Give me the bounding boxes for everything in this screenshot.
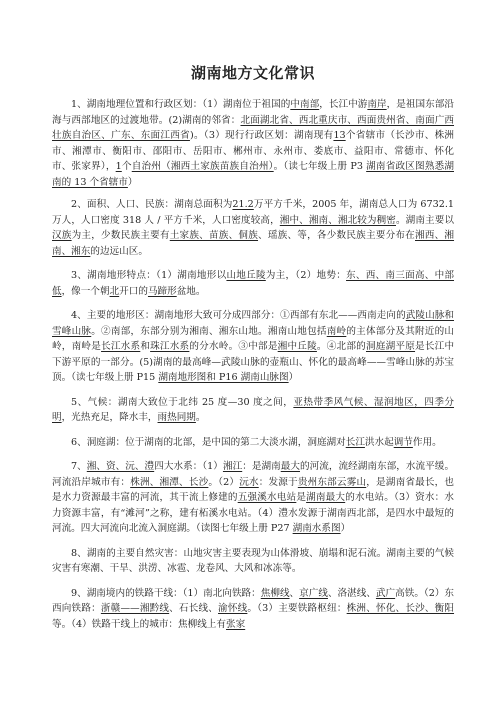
text-run: 的分水岭。③中部是 (189, 341, 278, 352)
underlined-term: 渝怀线 (218, 603, 248, 614)
underlined-term: 浙赣——湘黔线 (100, 603, 170, 614)
paragraph-8 (52, 546, 454, 577)
text-run: 7、 (71, 461, 87, 472)
paragraph-5 (52, 395, 454, 426)
text-run: 和 (140, 341, 151, 352)
text-run: 的主体部分及其附近的山岭，南岭是 (52, 325, 455, 352)
underlined-term: 珠江水系 (150, 341, 190, 352)
text-run: 、瑶族、等，各少数民族主要分布在 (258, 230, 415, 241)
text-run: 万平方千米，2005 年，湖南总人口为 6732.1 万人，人口密度 318 人 / 平方千米，人口密度较高， (52, 199, 454, 226)
underlined-term: 株洲、湘潭、长沙 (130, 476, 209, 488)
text-run: 洪水起 (364, 436, 394, 448)
underlined-term: 武广 (375, 587, 396, 599)
underlined-term: 京广线 (299, 587, 328, 599)
text-run: 盆地。 (176, 285, 206, 297)
underlined-term: 亚热带季风气候、湿润地区，四季分明 (52, 396, 455, 423)
text-run: )。（3）现行行政区划：湖南现有 (189, 130, 334, 141)
underlined-term: 中南部 (290, 99, 320, 110)
text-run: 。④北部的 (316, 341, 366, 352)
underlined-term: 长江水系 (101, 341, 141, 352)
underlined-term: 湘西、湘南、湘东 (52, 230, 455, 257)
text-run: ，长江中游 (319, 99, 368, 110)
text-run: 是 (296, 492, 307, 503)
text-run: 为主，（2）地势： (265, 270, 347, 281)
text-run: 的水电站。（3）资水：水力资源丰富，有“滩河”之称，建有柘溪水电站。（4）澧水发源于湖南西北部，是四水中最短的河流。四大河流向北流入洞庭湖。（读图七年级上册 P27 (52, 492, 455, 534)
underlined-term: 长江 (345, 436, 365, 448)
text-run: 1、湖南地理位置和行政区划：（1）湖南位于祖国的 (71, 99, 291, 110)
underlined-term: 雨热同期 (157, 412, 196, 423)
underlined-term: 张家 (226, 618, 246, 630)
underlined-term: 焦柳线 (260, 587, 290, 599)
text-run: 。（3）主要铁路枢纽： (247, 603, 347, 614)
underlined-term: 马蹄形 (147, 285, 177, 297)
underlined-term: 最大 (280, 461, 300, 472)
text-run: 、 (289, 587, 300, 599)
text-run: ，是祖国东部沿海与西部地区的过渡地带。(2)湖南的邻省： (52, 99, 455, 126)
underlined-term: 沅水 (239, 476, 259, 488)
paragraph-6 (52, 435, 454, 451)
underlined-term: 湘、资、沅、澧 (86, 461, 155, 472)
text-run: 的河流，流经湖南东部，水流平缓。河流沿岸城市有： (52, 461, 455, 488)
text-run: 开口的 (119, 285, 148, 297)
text-run: 2、面积、人口、民族：湖南总面积为 (71, 199, 233, 210)
underlined-term: 汉族 (52, 230, 72, 241)
underlined-term: 13 (333, 130, 346, 141)
underlined-term: 东、西、南三面高、中部低 (52, 270, 455, 297)
text-run: ，像一个朝 (61, 285, 110, 297)
text-run: 是长江中下游平原的一部分。(5)湖南的最高峰—武陵山脉的壶瓶山、怀化的最高峰——雪峰山脉的苏宝顶。（读七年级上册 P15 (52, 341, 455, 383)
text-run: 四大水系：（1） (154, 461, 223, 472)
text-run: 。②南部，东部分别为湘南、湘东山地。湘南山地包括 (91, 325, 327, 337)
underlined-term: 北面湖北省、西北重庆市、西面贵州省、南面广西壮族自治区、广东、东面江西省 (52, 114, 455, 141)
text-run: 8、湖南的主要自然灾害：山地灾害主要表现为山体滑坡、崩塌和泥石流。湖南主要的气候灾害有寒潮、干旱、洪涝、冰雹、龙卷风、大风和冰冻等。 (52, 547, 454, 574)
document-title: 湖南地方文化常识 (190, 64, 315, 82)
underlined-term: 调节 (393, 436, 413, 448)
text-run: 的边远山区。 (90, 245, 148, 257)
text-run: 个省辖市（长沙市、株洲市、湘潭市、衡阳市、邵阳市、岳阳市、郴州市、永州市、娄底市、益阳市、常德市、怀化市、张家界）， (52, 130, 455, 172)
underlined-term: 自治州（湘西土家族苗族自治州） (131, 161, 274, 172)
text-run: ：发源于 (258, 476, 298, 488)
text-run: 6、洞庭湖：位于湖南的北部，是中国的第二大淡水湖，洞庭湖对 (71, 436, 346, 448)
text-run: 5、气候：湖南大致位于北纬 25 度—30 度之间， (71, 396, 294, 408)
text-run: 、洛湛线、 (327, 587, 376, 599)
underlined-term: 洞庭湖平原 (365, 341, 416, 352)
paragraph-1 (52, 97, 454, 190)
paragraph-3 (52, 268, 454, 299)
text-run: 为主，少数民族主要有 (71, 230, 170, 241)
text-run: 个 (121, 161, 132, 172)
text-run: ，是湖南省最长，也是水力资源最丰富的河流，其干流上修建的 (52, 476, 455, 503)
underlined-term: 土家族、苗族、侗族 (169, 230, 259, 241)
underlined-term: 五强溪水电站 (237, 492, 297, 503)
underlined-term: 21.2 (232, 199, 254, 210)
underlined-term: 贵州东部云雾山 (297, 476, 367, 488)
paragraph-2 (52, 197, 454, 259)
text-run: 、石长线、 (169, 603, 219, 614)
underlined-term: 湖南地形图和 P16 湖南山脉图 (158, 372, 289, 383)
underlined-term: 武陵山脉和雪峰山脉 (52, 310, 455, 337)
text-run: 高铁。（2）东西向铁路： (52, 587, 455, 614)
paragraph-4 (52, 308, 454, 386)
underlined-term: 北 (109, 285, 120, 297)
underlined-term: 1 (115, 161, 122, 172)
text-run: 。（2） (208, 476, 240, 488)
underlined-term: 湘中、湘南、湘北较为稠密 (279, 214, 396, 226)
text-run: 。（读七年级上册 P3 (273, 161, 367, 172)
underlined-term: 湘江 (222, 461, 243, 472)
text-run: ，光热充足，降水丰， (61, 412, 158, 423)
text-run: 9、湖南境内的铁路干线：（1）南北向铁路： (71, 587, 261, 599)
paragraph-9 (52, 586, 454, 633)
paragraph-7 (52, 459, 454, 537)
text-run: ：是湖南 (242, 461, 281, 472)
underlined-term: 湖南省政区图熟悉湖南的 13 个省辖市 (52, 161, 454, 188)
text-run: 。湖南主要以 (396, 214, 455, 226)
underlined-term: 湖南最大 (306, 492, 346, 503)
text-run: ） (340, 523, 351, 534)
text-run: ） (127, 176, 138, 188)
underlined-term: 南岭 (326, 325, 347, 337)
text-run: 等。（4）铁路干线上的城市：焦柳线上有 (52, 618, 226, 630)
underlined-term: 株洲、怀化、长沙、衡阳 (346, 603, 455, 614)
document-body (52, 97, 454, 632)
underlined-term: 湘中丘陵 (277, 341, 317, 352)
text-run: 3、湖南地形特点：（1）湖南地形以 (71, 270, 227, 281)
text-run: 。 (195, 412, 206, 423)
text-run: 作用。 (412, 436, 442, 448)
underlined-term: 山地丘陵 (226, 270, 266, 281)
text-run: ） (288, 372, 299, 383)
underlined-term: 南岸 (367, 99, 387, 110)
text-run: 4、主要的地形区：湖南地形大致可分成四部分：①西部有东北——西南走向的 (71, 310, 406, 321)
underlined-term: 湖南水系图 (292, 523, 341, 534)
